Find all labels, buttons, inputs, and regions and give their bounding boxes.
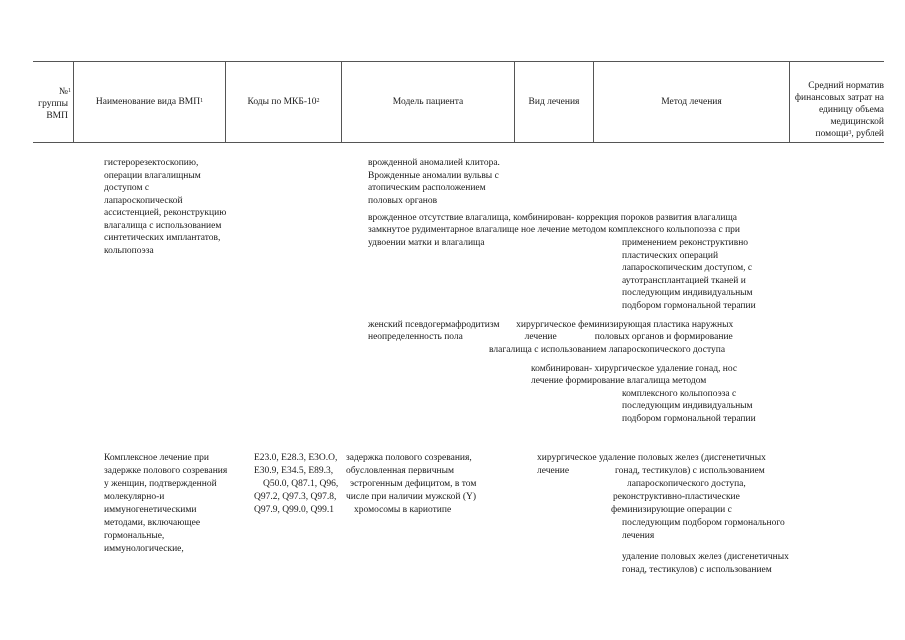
- text-line: синтетических имплантатов,: [104, 233, 221, 243]
- text-line: иммуногенетическими: [104, 505, 197, 515]
- text-line: половых органов: [368, 196, 438, 206]
- text-line: задержка полового созревания,: [346, 453, 472, 463]
- header-cost-label: Средний норматив финансовых затрат на единицу объема медицинской помощи: [794, 81, 884, 139]
- text-line: лечение: [537, 466, 570, 476]
- text-line: кольпопоэза: [104, 246, 154, 256]
- header-group-cell: [33, 80, 73, 128]
- header-model-label: Модель пациента: [392, 97, 464, 107]
- text-line: лапароскопического доступа,: [627, 479, 746, 489]
- header-group-label: № группы ВМП: [38, 87, 68, 121]
- text-line: последующим индивидуальным: [622, 288, 753, 298]
- text-line: Комплексное лечение при: [104, 453, 210, 463]
- text-line: гонад, тестикулов) с использованием: [615, 466, 765, 476]
- text-line: Q97.2, Q97.3, Q97.8,: [254, 492, 337, 502]
- footnote-mark: 1: [200, 98, 204, 104]
- header-top-rule: [33, 61, 884, 62]
- header-name-cell: [74, 92, 225, 112]
- text-line: хирургическое: [537, 453, 597, 463]
- text-line: эстрогенным дефицитом, в том: [350, 479, 477, 489]
- header-type-label: Вид лечения: [528, 97, 580, 107]
- header-model-cell: [342, 92, 514, 112]
- text-line: хромосомы в кариотипе: [354, 505, 452, 515]
- text-line: молекулярно-и: [104, 492, 165, 502]
- text-line: гонад, тестикулов) с использованием: [622, 565, 772, 575]
- text-line: последующим подбором гормонального: [622, 518, 785, 528]
- text-line: комбинирован- хирургическое удаление гонад, нос: [531, 364, 738, 374]
- header-cost-tail: , рублей: [851, 129, 884, 139]
- text-line: лечения: [622, 531, 655, 541]
- text-line: аутотрансплантацией тканей и: [622, 276, 746, 286]
- text-line: влагалища с использованием лапароскопического доступа: [489, 345, 726, 355]
- header-mkb-label: Коды по МКБ-10: [247, 97, 317, 107]
- header-method-cell: [594, 92, 789, 112]
- text-line: лечение формирование влагалища методом: [531, 376, 707, 386]
- text-line: врожденной аномалией клитора.: [368, 158, 500, 168]
- text-line: влагалища с использованием: [104, 221, 222, 231]
- text-line: гистерорезектоскопию,: [104, 158, 199, 168]
- text-line: применением реконструктивно: [622, 238, 749, 248]
- text-line: реконструктивно-пластические: [613, 492, 740, 502]
- text-line: задержке полового созревания: [104, 466, 228, 476]
- text-line: ассистенцией, реконструкцию: [104, 208, 227, 218]
- text-line: удаление половых желез (дисгенетичных: [599, 453, 766, 463]
- footnote-mark: 1: [68, 88, 71, 94]
- text-line: замкнутое рудиментарное влагалище ное лечение методом комплексного кольпопоэза с при: [368, 225, 740, 235]
- header-cost-cell: [790, 79, 884, 141]
- header-type-cell: [515, 92, 593, 112]
- text-line: гормональные,: [104, 531, 165, 541]
- text-line: феминизирующие операции с: [611, 505, 732, 515]
- text-line: комплексного кольпопоэза с: [622, 389, 737, 399]
- text-line: методами, включающее: [104, 518, 201, 528]
- text-line: подбором гормональной терапии: [622, 414, 756, 424]
- header-mkb-cell: [226, 92, 341, 112]
- text-line: атопическим расположением: [368, 183, 486, 193]
- text-line: врожденное отсутствие влагалища, комбинирован- коррекция пороков развития влагалища: [368, 213, 737, 223]
- text-line: Q50.0, Q87.1, Q96,: [263, 479, 339, 489]
- header-method-label: Метод лечения: [661, 97, 722, 107]
- text-line: лапароскопической: [104, 196, 183, 206]
- text-line: иммунологические,: [104, 544, 184, 554]
- header-bottom-rule: [33, 142, 884, 143]
- text-line: женский псевдогермафродитизм хирургическое феминизирующая пластика наружных: [368, 320, 734, 330]
- text-line: лапароскопическим доступом, с: [622, 263, 753, 273]
- text-line: неопределенность пола лечение половых органов и формирование: [368, 332, 733, 342]
- footnote-mark: 3: [848, 130, 852, 136]
- text-line: последующим индивидуальным: [622, 401, 753, 411]
- text-line: у женщин, подтвержденной: [104, 479, 217, 489]
- text-line: доступом с: [104, 183, 150, 193]
- text-line: пластических операций: [622, 251, 719, 261]
- text-line: E23.0, E28.3, E3O.O,: [254, 453, 338, 463]
- text-line: Q97.9, Q99.0, Q99.1: [254, 505, 334, 515]
- text-line: удаление половых желез (дисгенетичных: [622, 552, 789, 562]
- header-name-label: Наименование вида ВМП: [95, 97, 201, 107]
- text-line: числе при наличии мужской (Y): [346, 492, 477, 502]
- text-line: обусловленная первичным: [346, 466, 455, 476]
- text-line: Врожденные аномалии вульвы с: [368, 171, 499, 181]
- footnote-mark: 2: [316, 98, 320, 104]
- text-line: удвоении матки и влагалища: [368, 238, 485, 248]
- text-line: E30.9, E34.5, E89.3,: [254, 466, 334, 476]
- text-line: подбором гормональной терапии: [622, 301, 756, 311]
- text-line: операции влагалищным: [104, 171, 201, 181]
